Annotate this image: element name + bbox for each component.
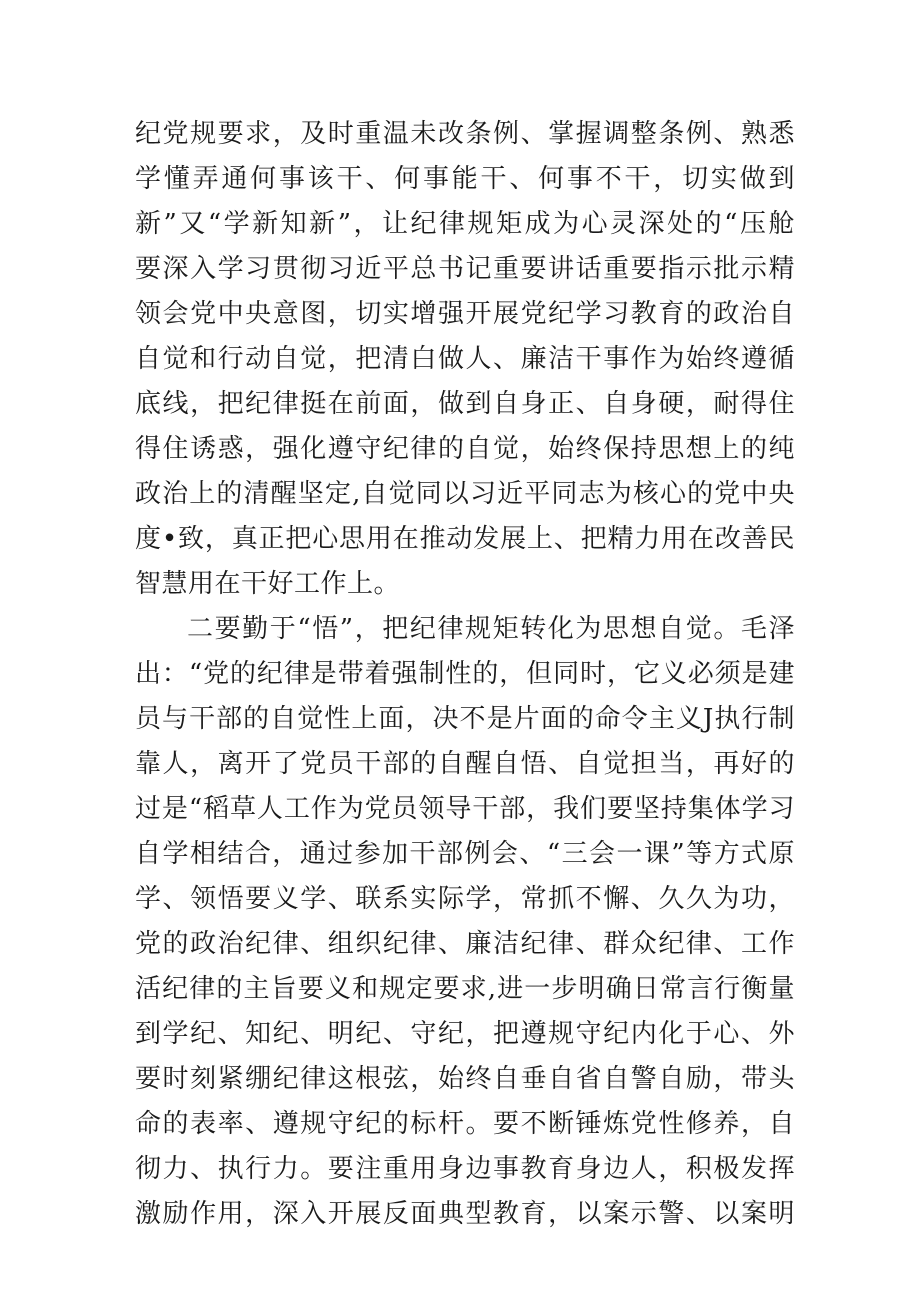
text-line: 要深入学习贯彻习近平总书记重要讲话重要指示批示精	[135, 254, 795, 284]
text-line: 智慧用在干好工作上。	[135, 569, 401, 599]
text-line: 彻力、执行力。要注重用身边事教育身边人，积极发挥	[135, 1154, 795, 1184]
text-line: 学、领悟要义学、联系实际学，常抓不懈、久久为功，	[135, 884, 795, 914]
text-line: 纪党规要求，及时重温未改条例、掌握调整条例、熟悉	[135, 119, 795, 149]
text-line: 员与干部的自觉性上面，决不是片面的命令主义J执行制	[135, 704, 795, 734]
text-line: 自学相结合，通过参加干部例会、“三会一课”等方式原	[135, 839, 795, 869]
document-body	[135, 112, 795, 1237]
text-line: 激励作用，深入开展反面典型教育，以案示警、以案明	[135, 1199, 795, 1229]
text-line: 活纪律的主旨要义和规定要求,进一步明确日常言行衡量	[135, 974, 795, 1004]
text-line: 自觉和行动自觉，把清白做人、廉洁干事作为始终遵循	[135, 344, 795, 374]
text-line: 新”又“学新知新”，让纪律规矩成为心灵深处的“压舱	[135, 209, 795, 239]
text-line: 要时刻紧绷纪律这根弦，始终自垂自省自警自励，带头	[135, 1064, 795, 1094]
text-line: 底线，把纪律挺在前面，做到自身正、自身硬，耐得住	[135, 389, 795, 419]
text-line: 政治上的清醒坚定,自觉同以习近平同志为核心的党中央	[135, 479, 795, 509]
text-line: 靠人，离开了党员干部的自醒自悟、自觉担当，再好的	[135, 749, 795, 779]
text-line: 出：“党的纪律是带着强制性的，但同时，它义必须是建	[135, 659, 795, 689]
text-line: 到学纪、知纪、明纪、守纪，把遵规守纪内化于心、外	[135, 1019, 795, 1049]
text-line: 二要勤于“悟”，把纪律规矩转化为思想自觉。毛泽	[187, 614, 795, 644]
text-line: 学懂弄通何事该干、何事能干、何事不干，切实做到	[135, 164, 795, 194]
text-line: 领会党中央意图，切实增强开展党纪学习教育的政治自	[135, 299, 795, 329]
text-line: 命的表率、遵规守纪的标杆。要不断锤炼党性修养，自	[135, 1109, 795, 1139]
text-line: 得住诱惑，强化遵守纪律的自觉，始终保持思想上的纯	[135, 434, 795, 464]
paragraph-2	[135, 607, 795, 1237]
text-line: 党的政治纪律、组织纪律、廉洁纪律、群众纪律、工作	[135, 929, 795, 959]
paragraph-1	[135, 112, 795, 607]
text-line: 过是“稻草人工作为党员领导干部，我们要坚持集体学习	[135, 794, 795, 824]
text-line: 度•致，真正把心思用在推动发展上、把精力用在改善民	[135, 524, 795, 554]
